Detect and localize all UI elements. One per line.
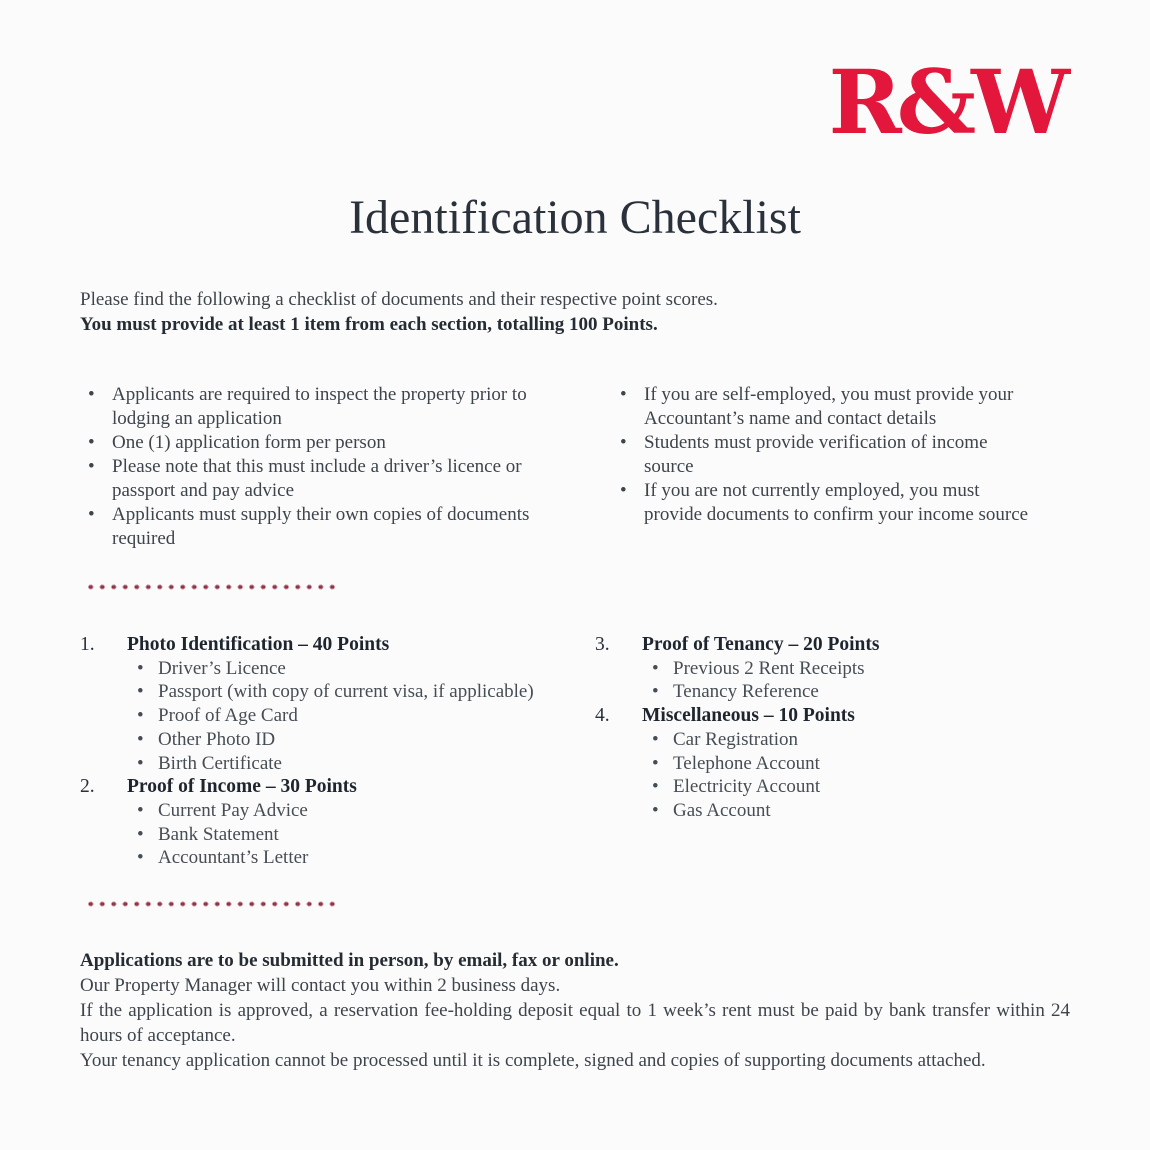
footer-line-3: If the application is approved, a reservation fee-holding deposit equal to 1 week’s rent must be paid by bank transfer within 24 hours of acceptance. [80,1000,1070,1047]
section-number: 2. [80,776,95,798]
footer-line-1: Applications are to be submitted in person, by email, fax or online. [80,950,619,972]
checklist-section [80,775,595,870]
footer-notes [80,948,1070,1073]
note-item: • Applicants are required to inspect the property prior to lodging an application [80,383,595,431]
section-title: Miscellaneous – 10 Points [642,705,855,727]
checklist-section [80,633,595,775]
checklist-item: • Bank Statement [80,823,595,847]
dotted-divider-top [85,583,339,591]
note-item: • Applicants must supply their own copies of documents required [80,503,595,551]
section-heading [80,775,595,799]
checklist-item: • Previous 2 Rent Receipts [595,657,1070,681]
notes-column-left [80,383,595,551]
section-number: 4. [595,705,610,727]
section-heading [595,633,1070,657]
general-notes [80,383,1070,551]
intro-line-2: You must provide at least 1 item from each section, totalling 100 Points. [80,314,658,335]
checklist-item: • Accountant’s Letter [80,846,595,870]
section-items [80,799,595,870]
rw-logo: R&W [828,50,1065,154]
checklist-item: • Gas Account [595,799,1070,823]
notes-column-right [595,383,1070,551]
intro-line-1: Please find the following a checklist of documents and their respective point scores. [80,289,718,310]
checklist-section [595,704,1070,823]
checklist-column-left [80,633,595,870]
section-number: 1. [80,634,95,655]
section-number: 3. [595,634,610,655]
footer-line-2: Our Property Manager will contact you within 2 business days. [80,975,561,997]
note-item: • Please note that this must include a driver’s licence or passport and pay advice [80,455,595,503]
section-heading [80,633,595,657]
header [80,0,1070,158]
checklist-item: • Other Photo ID [80,728,595,752]
note-item: • One (1) application form per person [80,431,595,455]
page-title: Identification Checklist [349,191,801,244]
intro-block [80,287,1070,337]
note-item: • If you are not currently employed, you must provide documents to confirm your income source [612,479,1070,527]
dotted-divider-bottom [85,900,339,908]
note-item: • If you are self-employed, you must provide your Accountant’s name and contact details [612,383,1070,431]
checklist-item: • Driver’s Licence [80,657,595,681]
checklist-item: • Electricity Account [595,775,1070,799]
checklist-sections [80,633,1070,870]
checklist-column-right [595,633,1070,870]
section-heading [595,704,1070,728]
checklist-section [595,633,1070,704]
footer-line-4: Your tenancy application cannot be processed until it is complete, signed and copies of supporting documents attached. [80,1050,986,1072]
section-title: Proof of Income – 30 Points [127,776,357,798]
section-items [80,657,595,776]
checklist-item: • Birth Certificate [80,752,595,776]
section-title: Photo Identification – 40 Points [127,634,390,655]
checklist-item: • Tenancy Reference [595,680,1070,704]
note-item: • Students must provide verification of income source [612,431,1070,479]
section-items [595,728,1070,823]
checklist-item: • Car Registration [595,728,1070,752]
checklist-item: • Proof of Age Card [80,704,595,728]
checklist-item: • Current Pay Advice [80,799,595,823]
checklist-item: • Passport (with copy of current visa, if applicable) [80,680,595,704]
checklist-item: • Telephone Account [595,752,1070,776]
section-title: Proof of Tenancy – 20 Points [642,634,880,655]
section-items [595,657,1070,704]
